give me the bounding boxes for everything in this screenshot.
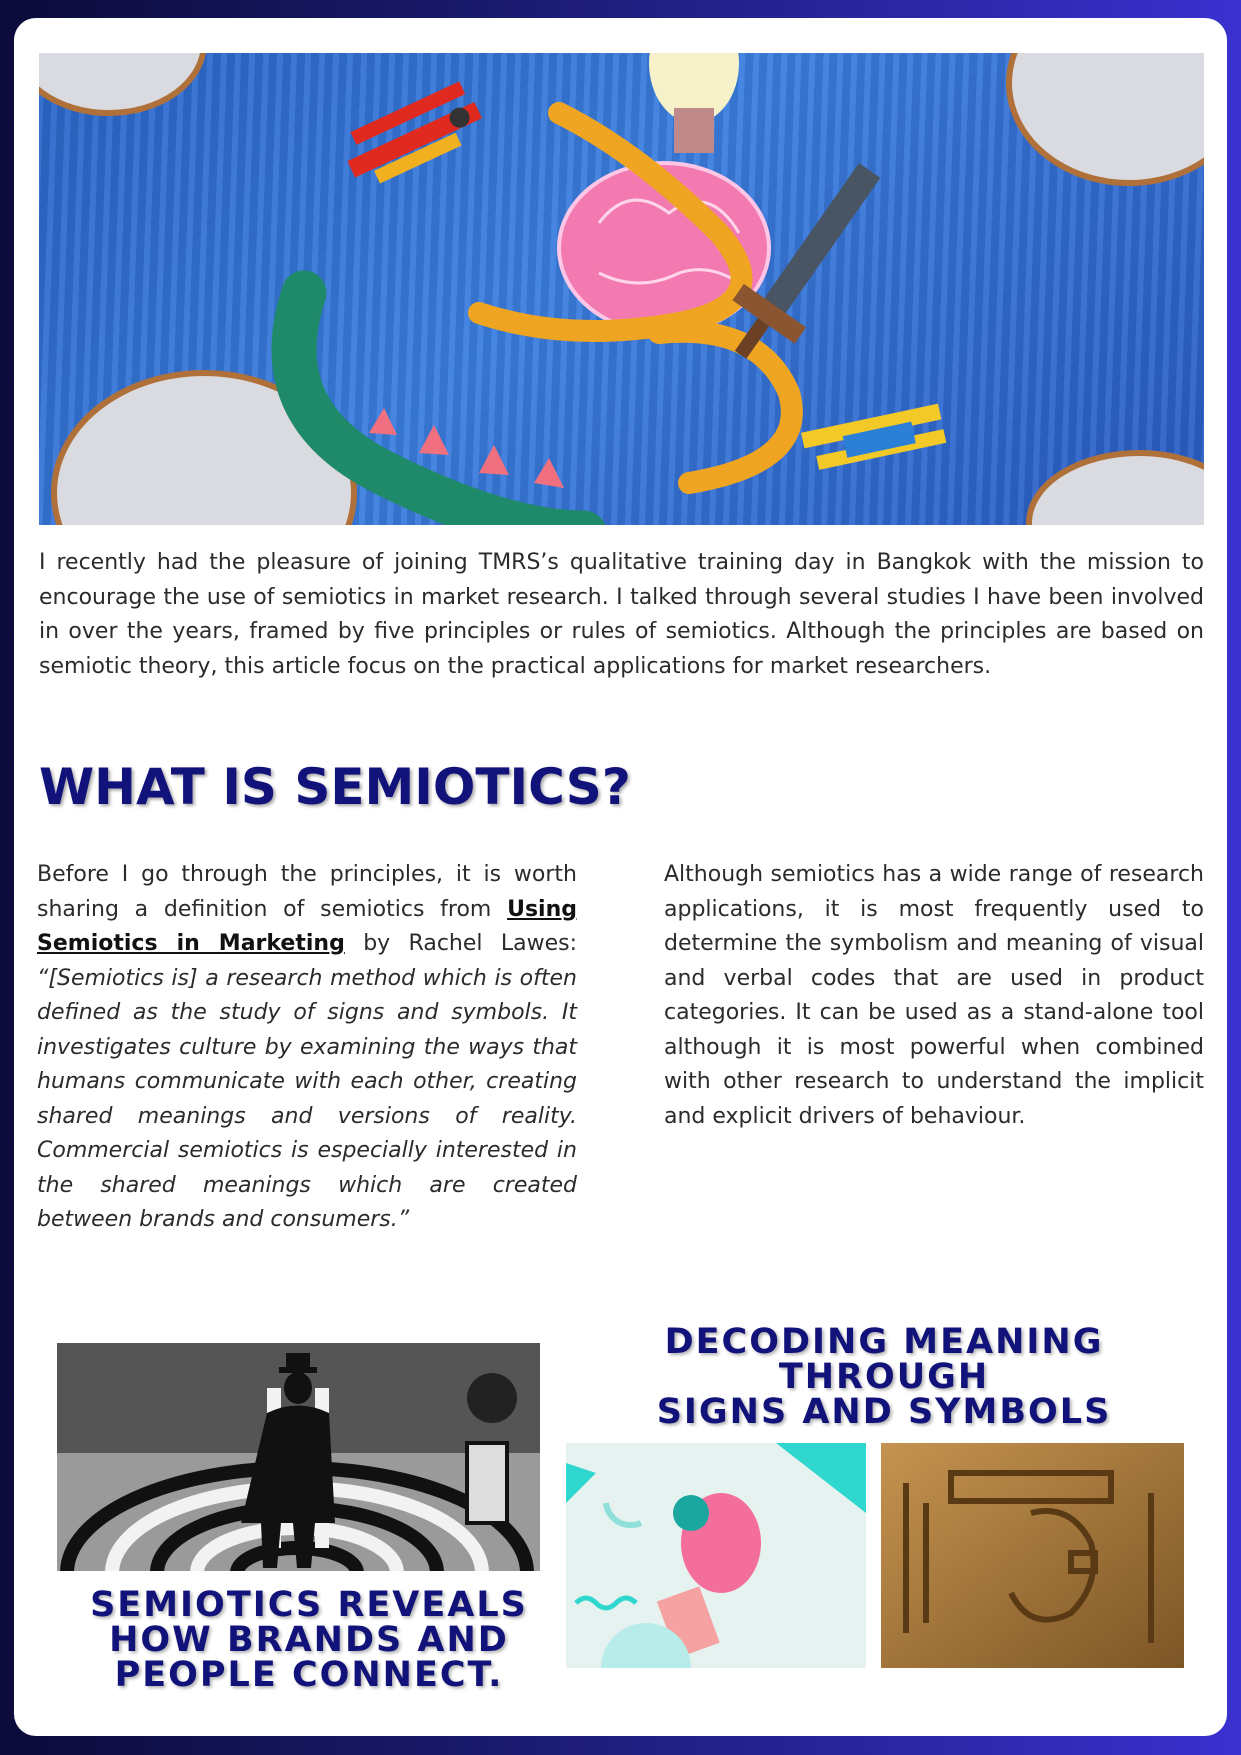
left-column — [37, 858, 577, 1238]
yellow-plane — [801, 404, 946, 472]
man-in-hat-image — [57, 1343, 540, 1571]
left-column-lead: Before I go through the principles, it is worth sharing a definition of semiotics from — [37, 862, 577, 922]
hero-image — [39, 53, 1204, 525]
section-heading: WHAT IS SEMIOTICS? — [39, 758, 631, 816]
right-column: Although semiotics has a wide range of research applications, it is most frequently used to determine the symbolism and meaning of visual and verbal codes that are used in product categories. It can be used as a stand-alone tool although it is most powerful when combined with other research to understand the implicit and explicit drivers of behaviour. — [664, 862, 1204, 1129]
caption-brands-people: SEMIOTICS REVEALS HOW BRANDS AND PEOPLE CONNECT. — [90, 1585, 528, 1695]
definition-quote: “[Semiotics is] a research method which is often defined as the study of signs and symbols. It investigates culture by examining the ways that humans communicate with each other, creating shared meanings and versions of reality. Commercial semiotics is especially interested in the shared meanings which are created between brands and consumers.” — [37, 965, 577, 1232]
intro-paragraph: I recently had the pleasure of joining TMRS’s qualitative training day in Bangkok with the mission to encourage the use of semiotics in market research. I talked through several studies I have been involved in over the years, framed by five principles or rules of semiotics. Although the principles are based on semiotic theory, this article focus on the practical applications for market researchers. — [39, 550, 1204, 679]
pink-collage-image — [566, 1443, 866, 1668]
stone-carving-image — [881, 1443, 1184, 1668]
hero-illustration — [39, 53, 1204, 525]
cloud-bottom-right — [1029, 453, 1204, 525]
cloud-top-left — [39, 53, 204, 113]
article-page — [14, 18, 1227, 1736]
book-title-link[interactable]: Using Semiotics in Marketing — [37, 896, 577, 956]
left-column-author: by Rachel Lawes: — [344, 931, 578, 956]
cloud-top-right — [1009, 53, 1204, 183]
caption-decoding-meaning: DECODING MEANING THROUGH SIGNS AND SYMBOLS — [656, 1322, 1112, 1432]
red-plane — [337, 79, 489, 192]
